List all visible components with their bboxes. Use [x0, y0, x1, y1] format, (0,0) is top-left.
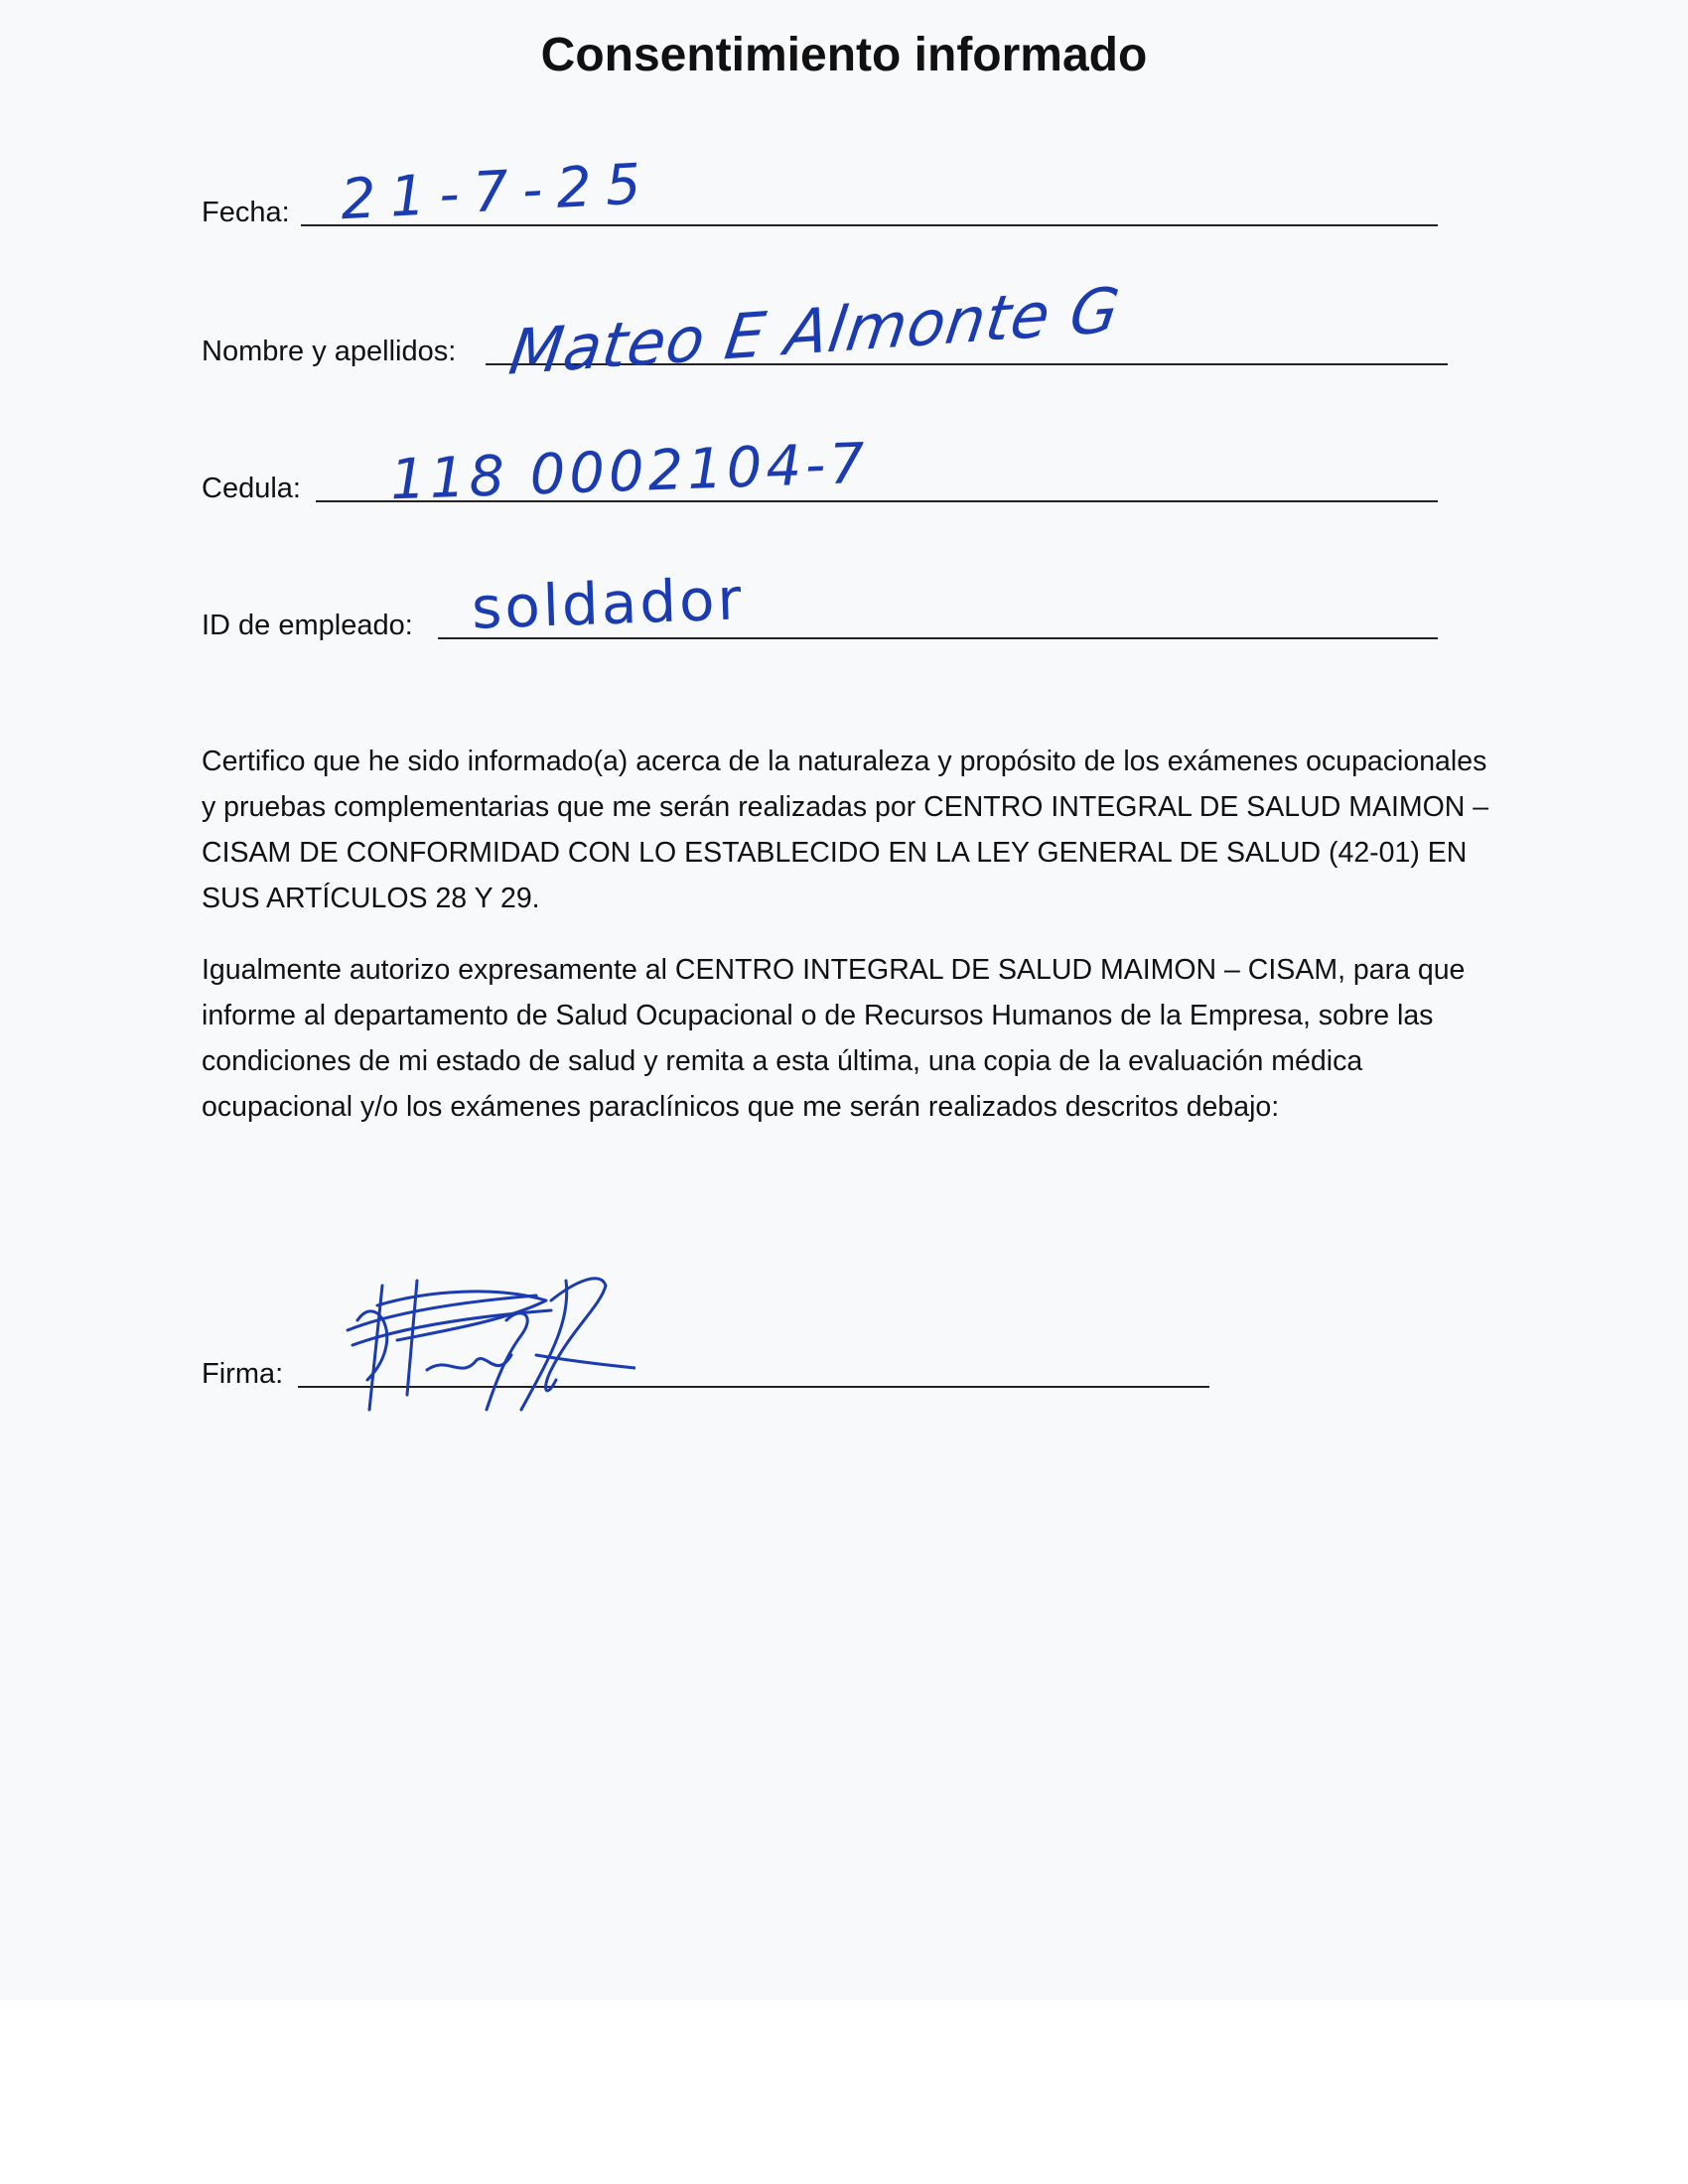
fecha-label: Fecha:: [202, 197, 290, 228]
handwritten-signature: [338, 1261, 635, 1430]
id-empleado-handwritten-value: soldador: [470, 565, 746, 642]
id-empleado-label: ID de empleado:: [202, 610, 413, 641]
cedula-label: Cedula:: [202, 473, 301, 504]
cedula-handwritten-value: 118 0002104-7: [389, 431, 870, 513]
firma-label: Firma:: [202, 1358, 284, 1390]
fecha-field: [202, 151, 1443, 233]
nombre-field: [202, 273, 1453, 389]
document-title: Consentimiento informado: [540, 29, 1148, 81]
nombre-label: Nombre y apellidos:: [202, 336, 457, 367]
consent-paragraph-1: Certifico que he sido informado(a) acerca de la naturaleza y propósito de los exámenes ocupacionales y pruebas complementarias que me serán realizadas por CENTRO INTEGRAL DE SALUD MAIMON – CISAM DE CONFORMIDAD CON LO ESTABLECIDO EN LA LEY GENERAL DE SALUD (42-01) EN SUS ARTÍCULOS 28 Y 29.: [202, 746, 1489, 914]
cedula-field: [202, 431, 1443, 513]
nombre-handwritten-value: Mateo E Almonte G: [504, 273, 1125, 389]
id-empleado-field: [202, 565, 1443, 642]
fecha-handwritten-value: 21-7-25: [339, 151, 657, 233]
consent-paragraph-2: Igualmente autorizo expresamente al CENTRO INTEGRAL DE SALUD MAIMON – CISAM, para que informe al departamento de Salud Ocupacional o de Recursos Humanos de la Empresa, sobre las condiciones de mi estado de salud y remita a esta última, una copia de la evaluación médica ocupacional y/o los exámenes paraclínicos que me serán realizados descritos debajo:: [202, 954, 1466, 1123]
